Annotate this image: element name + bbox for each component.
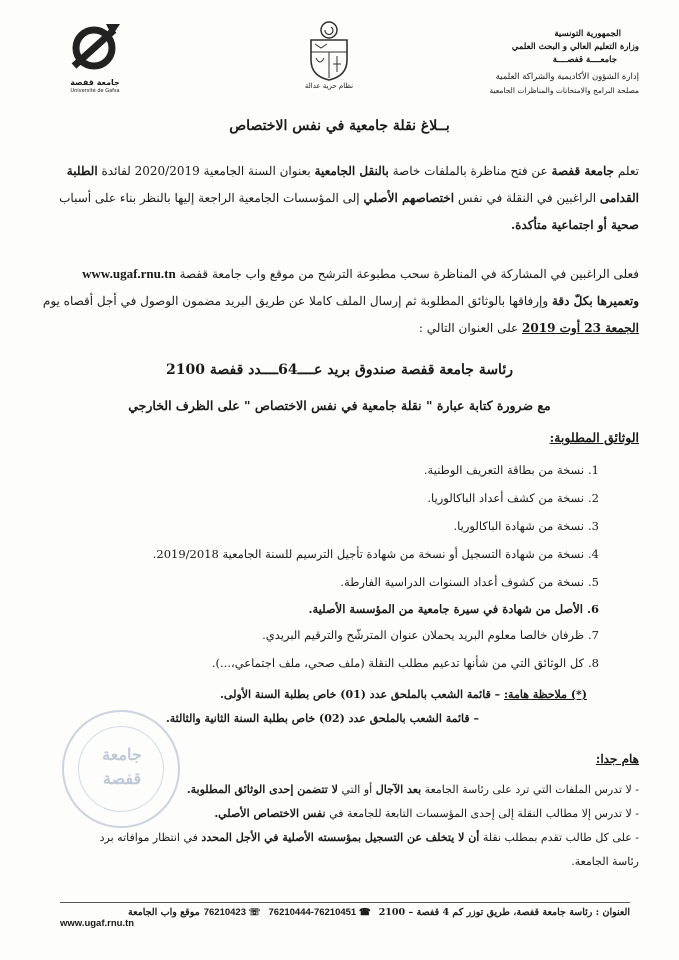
list-item: 8.كل الوثائق التي من شأنها تدعيم مطلب النقلة (ملف صحي، ملف اجتماعي،...). [211,656,599,670]
service-name: مصلحة البرامج والامتحانات والمناظرات الجامعية [489,86,639,95]
emblem-caption: نظام حرية عدالة [304,82,354,90]
application-paragraph [39,260,639,342]
footer-address: العنوان : رئاسة جامعة قفصة، طريق توزر كم 4 قفصة – 2100 [378,907,630,918]
note-annex-2: قائمة الشعب بالملحق عدد (02) خاص بطلبة السنة الثانية والثالثة. [165,712,470,725]
important-item-1: - لا تدرس الملفات التي ترد على رئاسة الجامعة بعد الآجال أو التي لا تتضمن إحدى الوثائق المطلوبة. [186,783,639,796]
important-list [29,778,639,874]
directorate-name: إدارة الشؤون الأكاديمية والشراكة العلمية [495,72,639,82]
postal-address: رئاسة جامعة قفصة صندوق بريد عــــ64ــــدد قفصة 2100 [166,362,513,378]
footer-divider [60,902,630,903]
important-item-2: - لا تدرس إلا مطالب النقلة إلى إحدى المؤسسات التابعة للجامعة في نفس الاختصاص الأصلي. [214,807,639,820]
important-item-3: - على كل طالب تقدم بمطلب نقلة أن لا يتخلف عن التسجيل بمؤسسته الأصلية في الأجل المحدد في انتظار موافاته برد [99,831,639,844]
university-logo [60,22,130,92]
notes-label: (*) ملاحظة هامة: [504,688,587,701]
ministry-header [439,28,639,97]
list-item: 4.نسخة من شهادة التسجيل أو نسخة من شهادة تأجيل الترسيم للسنة الجامعية 2019/2018. [152,547,599,561]
footer [60,907,630,929]
important-heading: هام جدا: [595,752,639,766]
notes-line-2: – قائمة الشعب بالملحق عدد (02) خاص بطلبة السنة الثانية والثالثة. [165,712,479,725]
footer-phone: 76210444-76210451 ☎ [268,907,371,918]
intro-line-1: تعلم جامعة قفصة عن فتح مناظرة بالملفات خاصة بالنقل الجامعية بعنوان السنة الجامعية 2020/2019 لفائدة الطلبة [66,164,639,178]
list-item: 7.ظرفان خالصا معلوم البريد يحملان عنوان المترشّح والترقيم البريدي. [262,628,599,642]
intro-line-2: القدامى الراغبين في النقلة في نفس اختصاصهم الأصلي إلى المؤسسات الجامعية الراجعة إليها بالنظر بناء على أسباب [59,191,639,205]
application-line-1: فعلى الراغبين في المشاركة في المناظرة سحب مطبوعة الترشح من موقع واب جامعة قفصة www.ugaf.rnu.tn [82,266,639,281]
list-item: 1.نسخة من بطاقة التعريف الوطنية. [423,463,599,477]
footer-site-label: موقع واب الجامعة [128,907,200,918]
list-item: 2.نسخة من كشف أعداد الباكالوريا. [427,491,599,505]
ministry-name: وزارة التعليم العالي و البحث العلمي [511,42,639,52]
logo-text: جامعة قفصة [70,78,120,87]
university-stamp: جامعة قفصة [62,710,180,828]
logo-mark-icon [60,22,130,78]
website-link[interactable]: www.ugaf.rnu.tn [82,266,176,281]
envelope-mention: مع ضرورة كتابة عبارة " نقلة جامعية في نفس الاختصاص " على الظرف الخارجي [128,398,551,413]
footer-site-url[interactable]: www.ugaf.rnu.tn [60,918,135,929]
logo-subtext: Université de Gafsa [70,88,120,94]
intro-paragraph [39,158,639,239]
application-line-2: وتعميرها بكلّ دقة وإرفاقها بالوثائق المطلوبة ثم إرسال الملف كاملا عن طريق البريد مضمون الوصول في أجل أقصاه يوم [42,294,639,308]
list-item: 3.نسخة من شهادة الباكالوريا. [453,519,599,533]
page-title: بــلاغ نقلة جامعية في نفس الاختصاص [229,118,450,134]
tunisia-emblem-icon [305,20,353,82]
documents-heading: الوثائق المطلوبة: [549,430,639,445]
footer-fax: 76210423 ☏ [203,907,261,918]
notes-line-1: (*) ملاحظة هامة: – قائمة الشعب بالملحق عدد (01) خاص بطلبة السنة الأولى. [220,688,587,701]
list-item: 5.نسخة من كشوف أعداد السنوات الدراسية الفارطة. [340,575,599,589]
university-name: جامعــــة قفصــــة [552,55,617,65]
note-annex-1: قائمة الشعب بالملحق عدد (01) خاص بطلبة السنة الأولى. [220,688,491,701]
application-line-3: الجمعة 23 أوت 2019 على العنوان التالي : [418,321,639,335]
list-item: 6.الأصل من شهادة في سيرة جامعية من المؤسسة الأصلية. [308,602,599,616]
important-item-4: رئاسة الجامعة. [571,855,639,868]
intro-line-3: صحية أو اجتماعية متأكدة. [510,218,639,232]
republic-name: الجمهورية التونسية [554,29,621,39]
